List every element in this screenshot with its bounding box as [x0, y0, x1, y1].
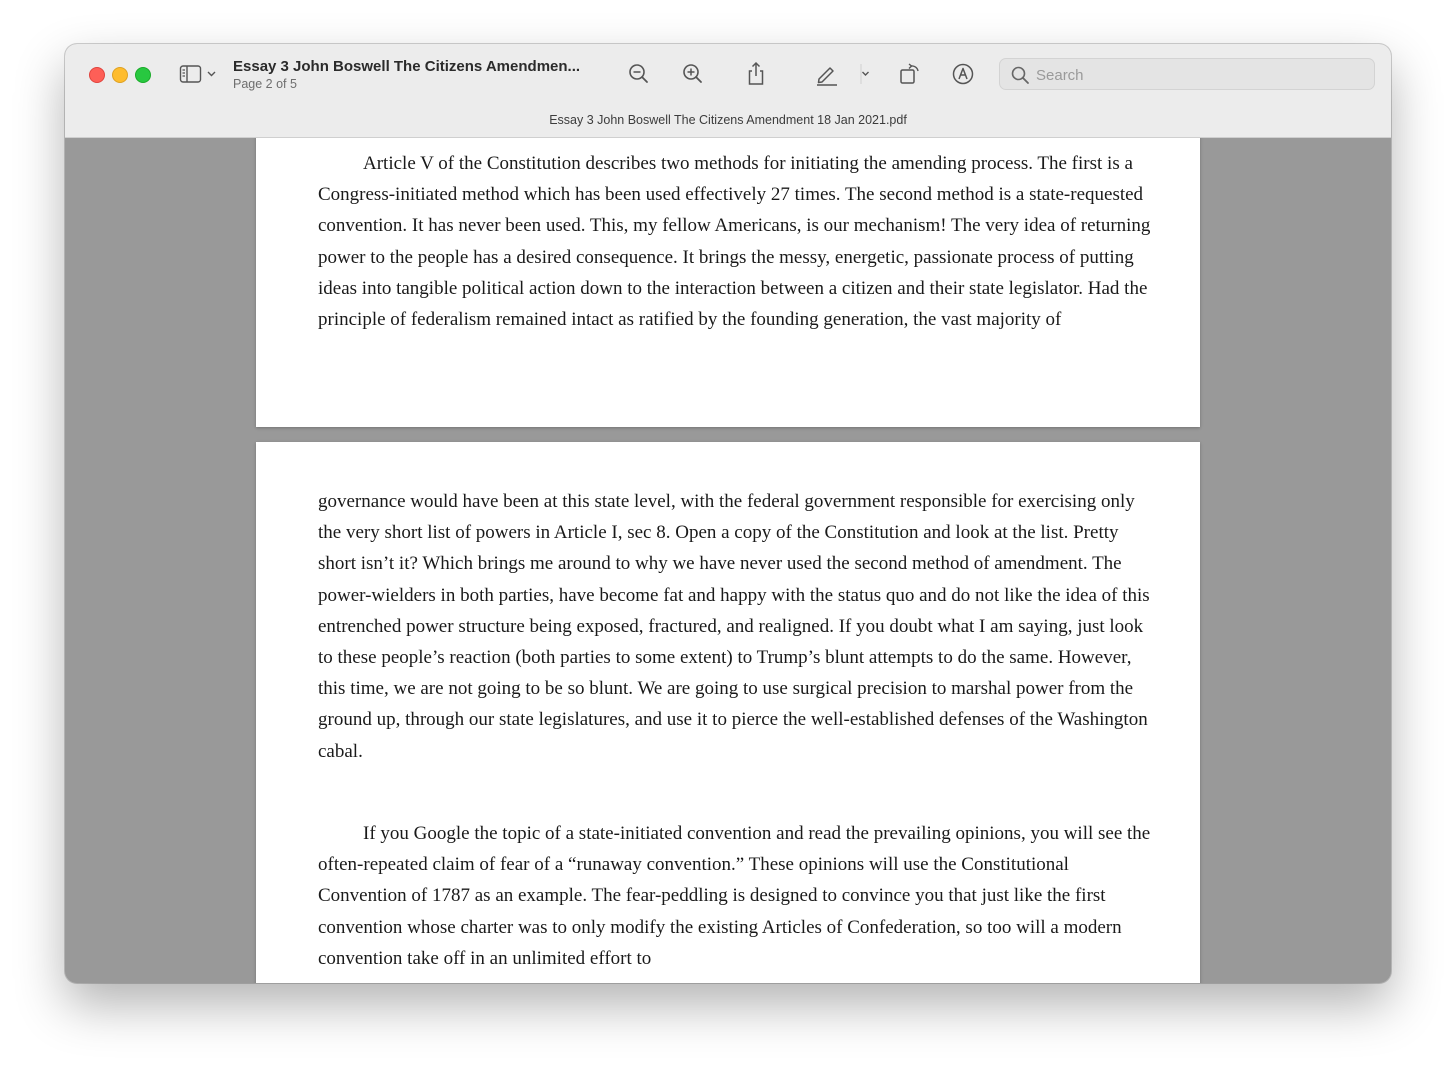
share-button[interactable]	[742, 60, 770, 88]
chevron-down-icon	[208, 72, 215, 76]
close-window-button[interactable]	[89, 67, 105, 83]
paragraph: If you Google the topic of a state-initiated convention and read the prevailing opinions, you will see the often-repeated claim of fear of a “runaway convention.” These opinions will use the Constitutional Convention of 1787 as an example. The fear-peddling is designed to convince you that just like the first convention whose charter was to only modify the existing Articles of Confederation, so too will a modern convention take off in an unlimited effort to	[318, 823, 1151, 969]
search-icon	[1010, 65, 1030, 85]
sidebar-icon	[179, 63, 221, 85]
sidebar-toggle-button[interactable]	[179, 63, 221, 85]
rotate-button[interactable]	[895, 60, 923, 88]
pdf-page	[256, 442, 1200, 983]
markup-icon	[949, 60, 977, 88]
window-title[interactable]: Essay 3 John Boswell The Citizens Amendmen...	[233, 58, 581, 75]
page-indicator: Page 2 of 5	[233, 77, 297, 91]
document-filename: Essay 3 John Boswell The Citizens Amendment 18 Jan 2021.pdf	[549, 113, 907, 127]
search-input[interactable]	[1034, 63, 1368, 87]
zoom-in-button[interactable]	[679, 60, 707, 88]
pdf-page	[256, 138, 1200, 427]
search-field[interactable]	[999, 58, 1375, 90]
preview-window	[65, 44, 1391, 983]
rotate-icon	[895, 60, 923, 88]
document-title-block	[233, 58, 613, 91]
titlebar	[65, 44, 1391, 138]
minimize-window-button[interactable]	[112, 67, 128, 83]
document-view[interactable]	[65, 138, 1391, 983]
paragraph: Article V of the Constitution describes two methods for initiating the amending process. The first is a Congress-initiated method which has been used effectively 27 times. The second method is a state-requested convention. It has never been used. This, my fellow Americans, is our mechanism! The very idea of returning power to the people has a desired consequence. It brings the messy, energetic, passionate process of putting ideas into tangible political action down to the interaction between a citizen and their state legislator. Had the principle of federalism remained intact as ratified by the founding generation, the vast majority of	[318, 153, 1151, 331]
zoom-out-icon	[625, 60, 653, 88]
highlight-pen-icon	[813, 60, 841, 88]
markup-button[interactable]	[949, 60, 977, 88]
paragraph: governance would have been at this state level, with the federal government responsible for exercising only the very short list of powers in Article I, sec 8. Open a copy of the Constitution and look at the list. Pretty short isn’t it? Which brings me around to why we have never used the second method of amendment. The power-wielders in both parties, have become fat and happy with the status quo and do not like the idea of this entrenched power structure being exposed, fractured, and realigned. If you doubt what I am saying, just look to these people’s reaction (both parties to some extent) to Trump’s blunt attempts to do the same. However, this time, we are not going to be so blunt. We are going to use surgical precision to marshal power from the ground up, through our state legislatures, and use it to pierce the well-established defenses of the Washington cabal.	[318, 491, 1150, 762]
zoom-window-button[interactable]	[135, 67, 151, 83]
chevron-down-icon	[853, 60, 871, 88]
zoom-out-button[interactable]	[625, 60, 653, 88]
share-icon	[742, 60, 770, 88]
highlight-button[interactable]	[813, 60, 841, 88]
highlight-options-button[interactable]	[853, 60, 871, 88]
zoom-in-icon	[679, 60, 707, 88]
